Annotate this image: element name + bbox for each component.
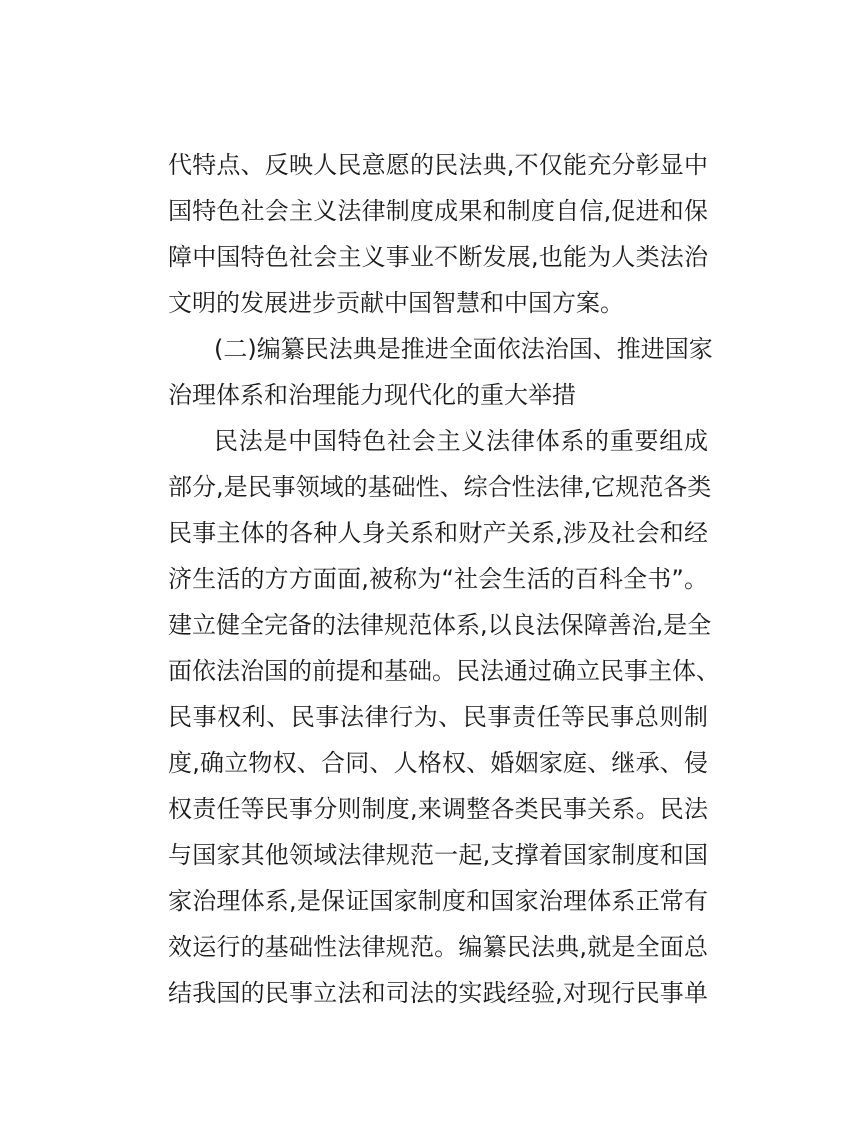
text-line: 效运行的基础性法律规范。编纂民法典,就是全面总 — [168, 933, 708, 961]
text-line: 面依法治国的前提和基础。民法通过确立民事主体、 — [168, 657, 720, 685]
text-line: 与国家其他领域法律规范一起,支撑着国家制度和国 — [168, 841, 708, 869]
text-line: 民法是中国特色社会主义法律体系的重要组成 — [214, 427, 708, 455]
text-line: 文明的发展进步贡献中国智慧和中国方案。 — [168, 289, 624, 317]
text-line: 建立健全完备的法律规范体系,以良法保障善治,是全 — [168, 611, 712, 639]
text-line: 障中国特色社会主义事业不断发展,也能为人类法治 — [168, 243, 708, 271]
text-line: 济生活的方方面面,被称为“社会生活的百科全书”。 — [168, 565, 708, 593]
section-heading-line: 治理体系和治理能力现代化的重大举措 — [168, 381, 576, 409]
text-line: 家治理体系,是保证国家制度和国家治理体系正常有 — [168, 887, 708, 915]
text-line: 部分,是民事领域的基础性、综合性法律,它规范各类 — [168, 473, 712, 501]
text-line: 代特点、反映人民意愿的民法典,不仅能充分彰显中 — [168, 151, 708, 179]
text-line: 度,确立物权、合同、人格权、婚姻家庭、继承、侵 — [168, 749, 708, 777]
text-line: 民事权利、民事法律行为、民事责任等民事总则制 — [168, 703, 708, 731]
body-text — [168, 142, 720, 1016]
text-line: 国特色社会主义法律制度成果和制度自信,促进和保 — [168, 197, 708, 225]
section-heading-line: (二)编纂民法典是推进全面依法治国、推进国家 — [214, 335, 713, 363]
text-line: 结我国的民事立法和司法的实践经验,对现行民事单 — [168, 979, 708, 1007]
text-line: 民事主体的各种人身关系和财产关系,涉及社会和经 — [168, 519, 708, 547]
text-line: 权责任等民事分则制度,来调整各类民事关系。民法 — [168, 795, 708, 823]
